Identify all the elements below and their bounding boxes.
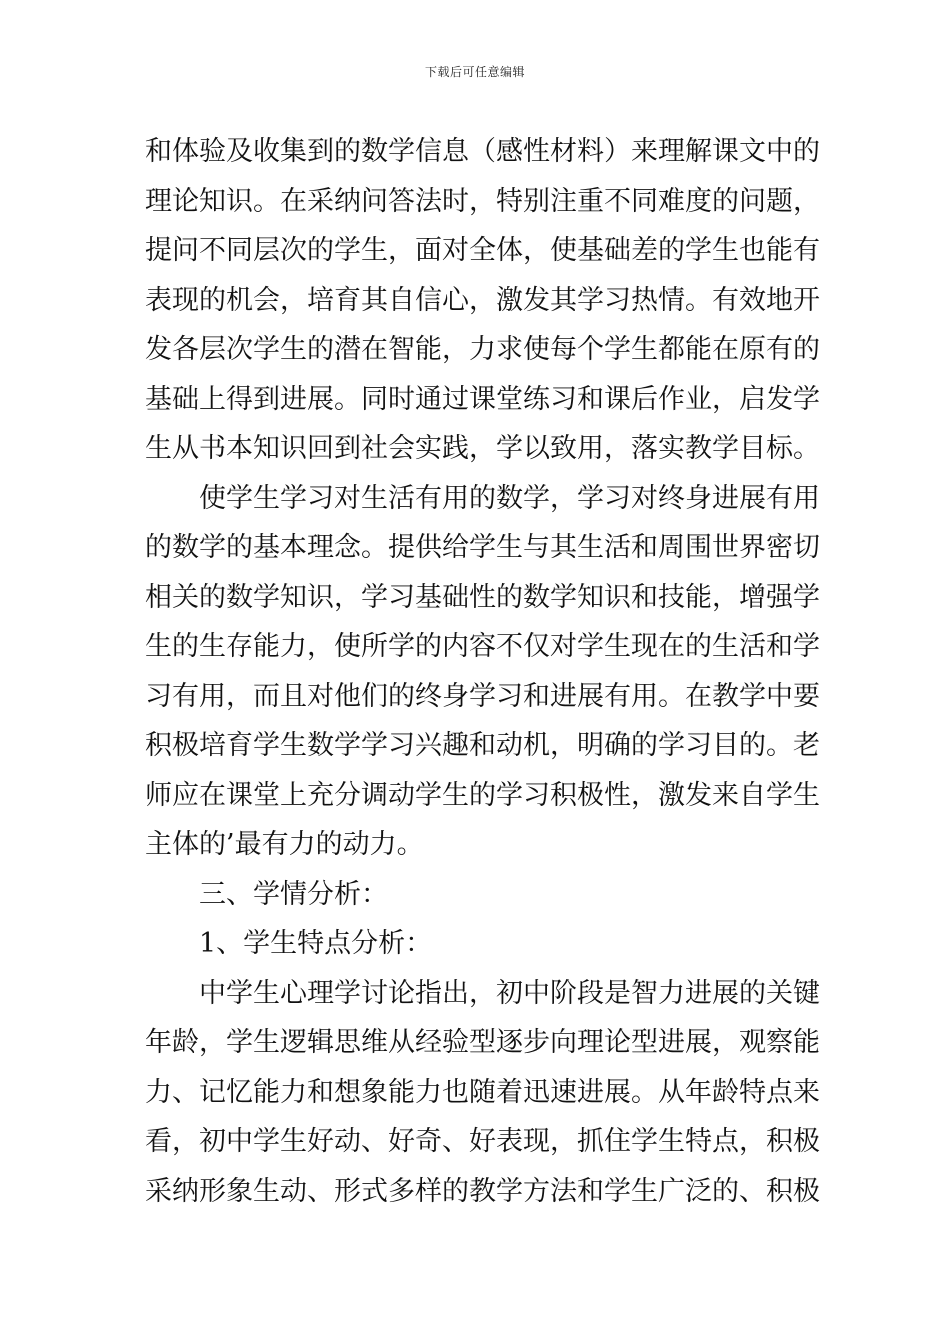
text-line: 基础上得到进展。同时通过课堂练习和课后作业，启发学 xyxy=(145,384,820,415)
text-line: 生的生存能力，使所学的内容不仅对学生现在的生活和学 xyxy=(145,631,820,662)
text-line: 看，初中学生好动、好奇、好表现，抓住学生特点，积极 xyxy=(145,1126,820,1157)
section-heading: 三、学情分析： xyxy=(199,879,388,910)
text-line: 师应在课堂上充分调动学生的学习积极性，激发来自学生 xyxy=(145,780,820,811)
text-line: 发各层次学生的潜在智能，力求使每个学生都能在原有的 xyxy=(145,334,820,365)
paragraph-first-line: 使学生学习对生活有用的数学，学习对终身进展有用 xyxy=(199,483,820,514)
text-line: 采纳形象生动、形式多样的教学方法和学生广泛的、积极 xyxy=(145,1176,820,1207)
text-line: 年龄，学生逻辑思维从经验型逐步向理论型进展，观察能 xyxy=(145,1027,820,1058)
text-line: 提问不同层次的学生，面对全体，使基础差的学生也能有 xyxy=(145,235,820,266)
page-header: 下载后可任意编辑 xyxy=(424,65,525,79)
text-line: 和体验及收集到的数学信息（感性材料）来理解课文中的 xyxy=(145,136,820,167)
text-line: 相关的数学知识，学习基础性的数学知识和技能，增强学 xyxy=(145,582,820,613)
text-line: 的数学的基本理念。提供给学生与其生活和周围世界密切 xyxy=(145,532,820,563)
text-line: 理论知识。在采纳问答法时，特别注重不同难度的问题， xyxy=(145,186,820,217)
text-line: 表现的机会，培育其自信心，激发其学习热情。有效地开 xyxy=(145,285,820,316)
paragraph-first-line: 中学生心理学讨论指出，初中阶段是智力进展的关键 xyxy=(199,978,820,1009)
subsection-heading: 1、学生特点分析： xyxy=(199,928,433,959)
text-line: 习有用，而且对他们的终身学习和进展有用。在教学中要 xyxy=(145,681,820,712)
text-line: 积极培育学生数学学习兴趣和动机，明确的学习目的。老 xyxy=(145,730,820,761)
text-line: 生从书本知识回到社会实践，学以致用，落实教学目标。 xyxy=(145,433,820,464)
text-line: 主体的’最有力的动力。 xyxy=(145,829,424,860)
text-line: 力、记忆能力和想象能力也随着迅速进展。从年龄特点来 xyxy=(145,1077,820,1108)
